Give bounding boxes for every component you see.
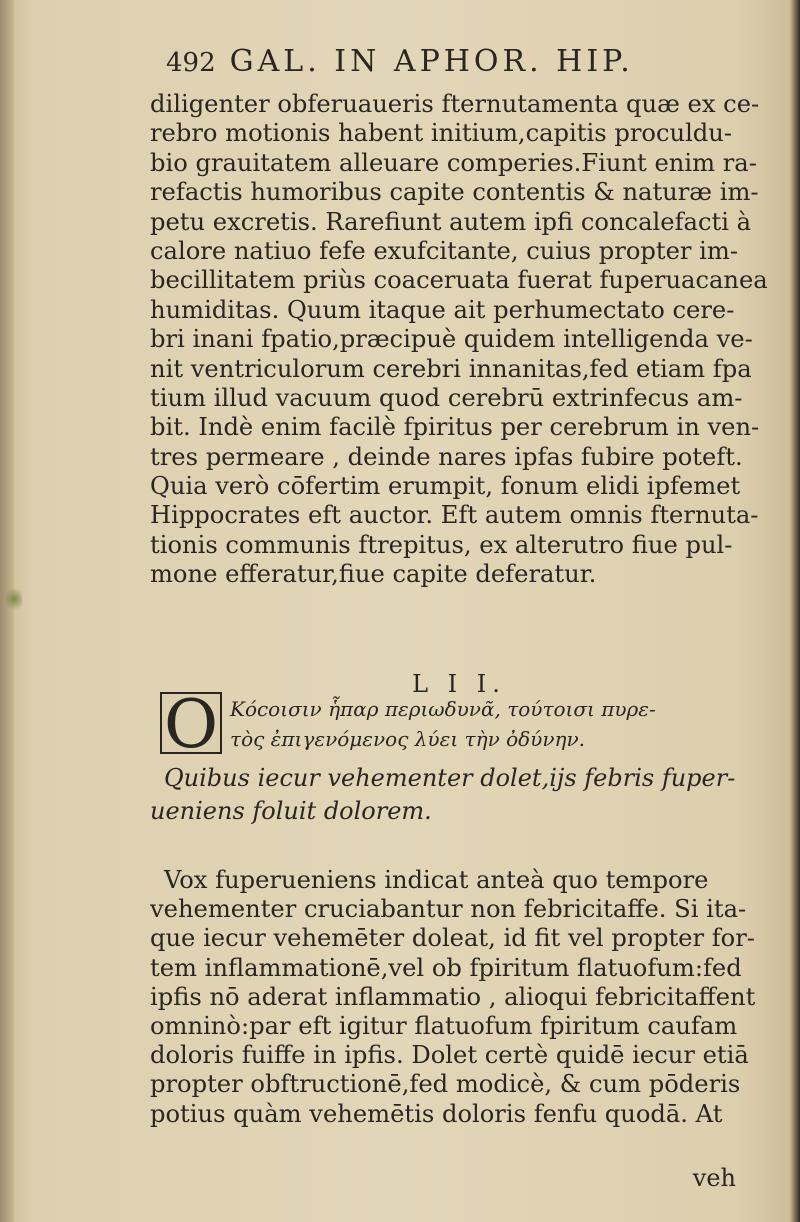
catchword: veh bbox=[692, 1164, 736, 1192]
text-line: propter obftructionē,fed modicè, & cum pōderis bbox=[150, 1070, 741, 1099]
dropcap-initial: O bbox=[160, 692, 222, 754]
text-line: petu excretis. Rarefiunt autem ipfi concalefacti à bbox=[150, 207, 752, 236]
body-text bbox=[150, 90, 768, 590]
text-line: Vox fuperueniens indicat anteà quo tempore bbox=[164, 866, 709, 894]
greek-line: Κόϲοισιν ἧπαρ περιωδυνᾶ, τούτοισι πυρε- bbox=[230, 697, 656, 721]
text-line: tionis communis ftrepitus, ex alterutro fiue pul- bbox=[150, 530, 733, 559]
text-line: diligenter obferuaueris fternutamenta quæ ex ce- bbox=[150, 90, 760, 118]
running-title: GAL. IN APHOR. HIP. bbox=[229, 44, 634, 79]
greek-line: τὸς ἐπιγενόμενος λύει τὴν ὀδύνην. bbox=[230, 727, 585, 751]
text-line: humiditas. Quum itaque ait perhumectato cere- bbox=[150, 295, 735, 324]
text-line: ipfis nō aderat inflammatio , alioqui febricitaffent bbox=[150, 982, 756, 1011]
text-line: becillitatem priùs coaceruata fuerat fuperuacanea bbox=[150, 266, 768, 295]
text-line: Quia verò cōfertim erumpit, fonum elidi ipfemet bbox=[150, 472, 741, 501]
text-line: nit ventriculorum cerebri innanitas,fed etiam fpa bbox=[150, 354, 752, 383]
text-line: vehementer cruciabantur non febricitaffe. Si ita- bbox=[150, 895, 747, 924]
text-line: Hippocrates eft auctor. Eft autem omnis fternuta- bbox=[150, 501, 759, 530]
page-edge-shadow bbox=[790, 0, 800, 1222]
aphorism-number: L I I. bbox=[412, 670, 506, 698]
text-line: potius quàm vehemētis doloris fenfu quodā. At bbox=[150, 1099, 723, 1128]
commentary-text bbox=[150, 866, 768, 1129]
text-line: refactis humoribus capite contentis & naturæ im- bbox=[150, 178, 759, 207]
text-line: omninò:par eft igitur flatuofum fpiritum caufam bbox=[150, 1011, 738, 1040]
text-line: tem inflammationē,vel ob fpiritum flatuofum:fed bbox=[150, 953, 742, 982]
greek-aphorism bbox=[160, 686, 760, 763]
greek-text bbox=[230, 694, 656, 754]
text-line: tres permeare , deinde nares ipfas fubire poteft. bbox=[150, 442, 743, 471]
text-line: bio grauitatem alleuare comperies.Fiunt enim ra- bbox=[150, 148, 757, 177]
text-line: que iecur vehemēter doleat, id fit vel propter for- bbox=[150, 924, 755, 953]
aphorism-line: Quibus iecur vehementer dolet,ijs febris fuper- bbox=[164, 764, 736, 792]
text-line: rebro motionis habent initium,capitis proculdu- bbox=[150, 119, 733, 148]
ink-stain bbox=[6, 585, 22, 613]
text-line: calore natiuo fefe exufcitante, cuius propter im- bbox=[150, 236, 738, 265]
aphorism-line: ueniens foluit dolorem. bbox=[150, 797, 432, 825]
running-head bbox=[166, 44, 726, 79]
text-line: tium illud vacuum quod cerebrū extrinfecus am- bbox=[150, 383, 743, 412]
text-line: bit. Indè enim facilè fpiritus per cerebrum in ven- bbox=[150, 413, 760, 442]
page-number: 492 bbox=[166, 48, 216, 78]
text-line: doloris fuiffe in ipfis. Dolet certè quidē iecur etiā bbox=[150, 1041, 749, 1070]
latin-aphorism bbox=[150, 762, 768, 828]
text-line: bri inani fpatio,præcipuè quidem intelligenda ve- bbox=[150, 325, 753, 354]
text-line: mone efferatur,fiue capite deferatur. bbox=[150, 560, 597, 589]
